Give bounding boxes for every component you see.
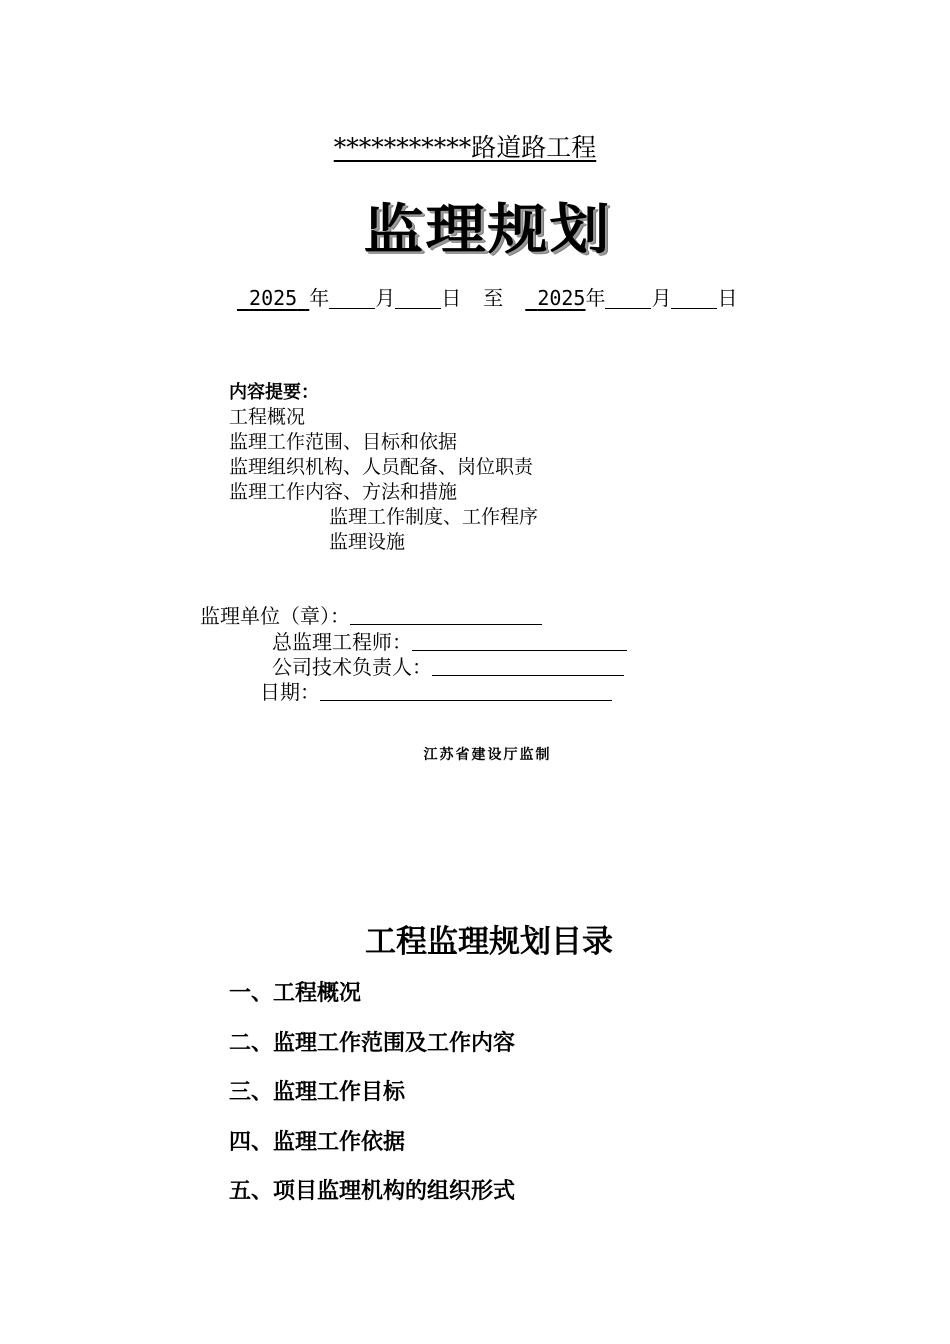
sign-date-label: 日期：: [260, 680, 320, 704]
end-day-blank: [671, 286, 717, 309]
summary-heading: 内容提要：: [229, 382, 319, 403]
date-to: 至: [483, 286, 504, 310]
sign-date-blank: [320, 680, 612, 701]
toc-item: 二、监理工作范围及工作内容: [229, 1030, 516, 1056]
page-title: 监理规划: [363, 198, 612, 262]
chief-engineer-label: 总监理工程师：: [272, 630, 412, 654]
summary-item: 监理工作制度、工作程序: [329, 506, 539, 528]
chief-engineer-field: [272, 629, 627, 655]
summary-item: 监理工作范围、目标和依据: [229, 431, 458, 453]
project-subtitle: [0, 130, 930, 166]
summary-item: 工程概况: [229, 406, 306, 428]
summary-item: 监理设施: [329, 531, 406, 553]
toc-item: 四、监理工作依据: [229, 1129, 406, 1155]
start-month-unit: 月: [375, 286, 396, 310]
start-year: 2025: [249, 286, 298, 310]
end-year: 2025: [537, 286, 586, 310]
sign-date-field: [260, 679, 612, 705]
toc-item: 五、项目监理机构的组织形式: [229, 1179, 516, 1204]
start-month-blank: [329, 286, 375, 309]
end-year-unit: 年: [585, 286, 606, 310]
chief-engineer-blank: [412, 630, 627, 651]
start-day-unit: 日: [441, 286, 462, 310]
start-day-blank: [395, 286, 441, 309]
issuing-organization: 江苏省建设厅监制: [423, 747, 552, 763]
tech-lead-field: [272, 654, 624, 680]
tech-lead-label: 公司技术负责人：: [272, 655, 432, 679]
toc-item: 三、监理工作目标: [229, 1080, 406, 1105]
supervision-unit-field: [200, 603, 542, 629]
end-month-unit: 月: [651, 286, 672, 310]
project-subtitle-text: ***********路道路工程: [333, 133, 597, 162]
end-month-blank: [605, 286, 651, 309]
supervision-unit-blank: [350, 604, 542, 625]
summary-item: 监理工作内容、方法和措施: [229, 481, 458, 503]
toc-title: 工程监理规划目录: [365, 924, 613, 960]
supervision-unit-label: 监理单位（章）：: [200, 604, 350, 628]
toc-item: 一、工程概况: [229, 981, 362, 1006]
summary-item: 监理组织机构、人员配备、岗位职责: [229, 456, 534, 478]
table-of-contents: [229, 978, 515, 1226]
start-year-unit: 年: [309, 286, 330, 310]
content-summary: [229, 380, 538, 555]
end-day-unit: 日: [717, 286, 738, 310]
tech-lead-blank: [432, 655, 624, 676]
date-range: [237, 284, 737, 312]
